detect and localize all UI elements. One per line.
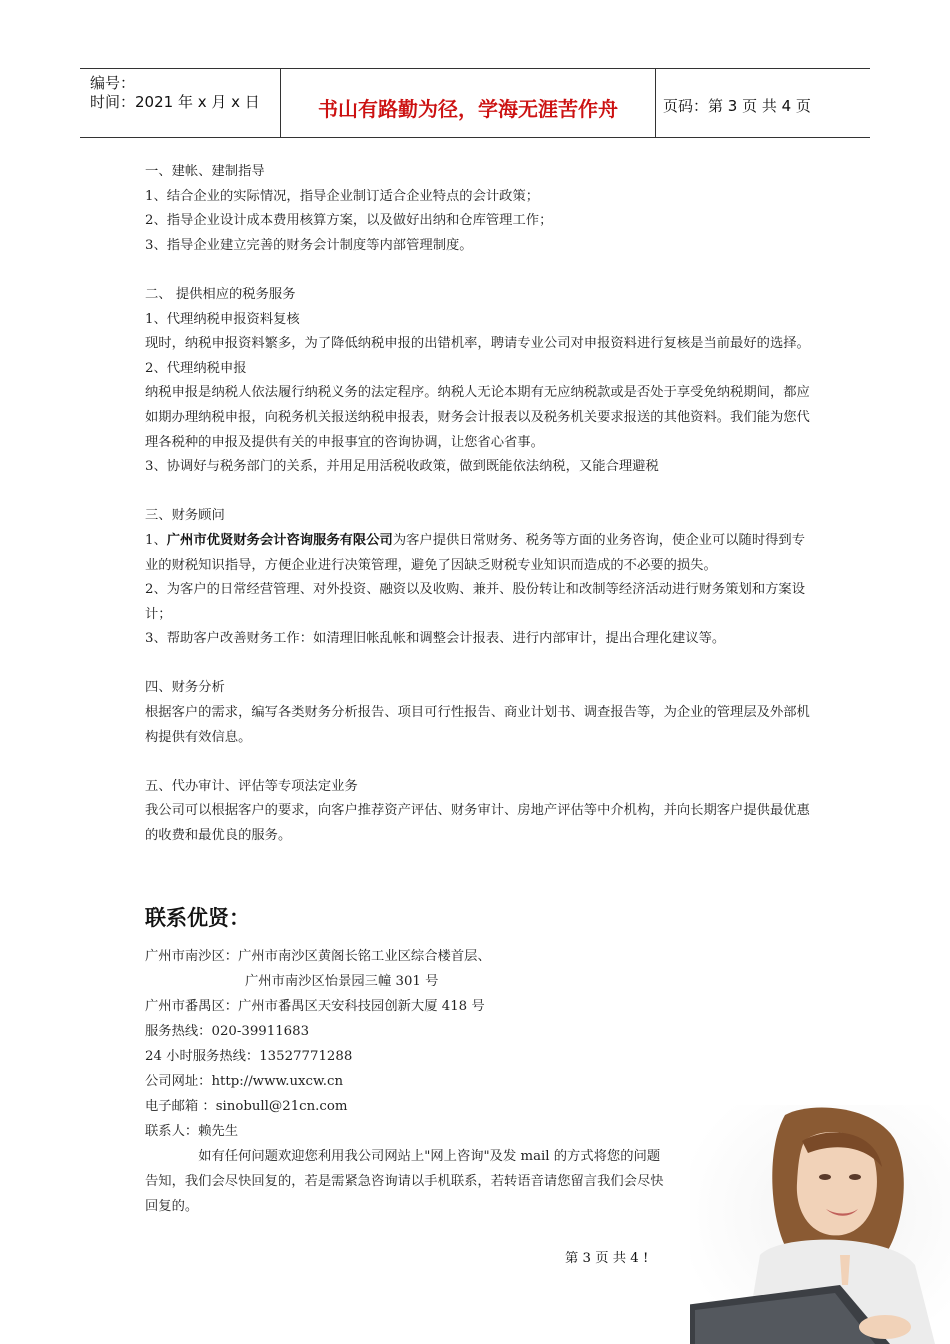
section-2-item-3: 3、协调好与税务部门的关系，并用足用活税收政策，做到既能依法纳税，又能合理避税 (145, 459, 659, 475)
hotline-24h: 24 小时服务热线：13527771288 (145, 1049, 353, 1064)
header-motto-cell (280, 69, 656, 137)
section-2-item-2-title: 2、代理纳税申报 (145, 360, 247, 376)
page-footer: 第 3 页 共 4 ! (565, 1251, 649, 1266)
document-date: 时间：2021 年 x 月 x 日 (90, 93, 260, 111)
contact-block (145, 944, 665, 1219)
header-page-info: 页码：第 3 页 共 4 页 (663, 97, 811, 115)
section-3-item-1-text: 为客户提供日常财务、税务等方面的业务咨询，使企业可以随时得到专业的财税知识指导，方便企业进行决策管理，避免了因缺乏财税专业知识而造成的不必要的损失。 (145, 532, 806, 573)
document-header (80, 68, 870, 138)
section-2-item-1-title: 1、代理纳税申报资料复核 (145, 311, 300, 327)
section-1-item-1: 1、结合企业的实际情况，指导企业制订适合企业特点的会计政策； (145, 188, 540, 204)
section-1-item-2: 2、指导企业设计成本费用核算方案，以及做好出纳和仓库管理工作； (145, 213, 553, 229)
woman-with-laptop-photo (690, 1105, 950, 1344)
nansha-address-2: 广州市南沙区怡景园三幢 301 号 (245, 974, 439, 989)
panyu-address: 广州市番禺区：广州市番禺区天安科技园创新大厦 418 号 (145, 999, 485, 1014)
section-5-title: 五、代办审计、评估等专项法定业务 (145, 778, 358, 794)
company-website: 公司网址：http://www.uxcw.cn (145, 1074, 344, 1089)
section-3-item-1-prefix: 1、 (145, 532, 167, 548)
section-4-text: 根据客户的需求，编写各类财务分析报告、项目可行性报告、商业计划书、调查报告等，为企业的管理层及外部机构提供有效信息。 (145, 705, 810, 745)
section-1-title: 一、建帐、建制指导 (145, 164, 265, 179)
section-2-item-1-text: 现时，纳税申报资料繁多，为了降低纳税申报的出错机率，聘请专业公司对申报资料进行复核是当前最好的选择。 (145, 336, 810, 352)
contact-email: 电子邮箱 ：sinobull@21cn.com (145, 1099, 348, 1114)
section-3-item-3: 3、帮助客户改善财务工作：如清理旧帐乱帐和调整会计报表、进行内部审计，提出合理化建议等。 (145, 631, 726, 647)
section-3-item-2: 2、为客户的日常经营管理、对外投资、融资以及收购、兼并、股份转让和改制等经济活动进行财务策划和方案设计； (145, 582, 806, 622)
section-1-item-3: 3、指导企业建立完善的财务会计制度等内部管理制度。 (145, 237, 473, 253)
section-5-text: 我公司可以根据客户的要求，向客户推荐资产评估、财务审计、房地产评估等中介机构，并向长期客户提供最优惠的收费和最优良的服务。 (145, 803, 810, 844)
section-4-title: 四、财务分析 (145, 680, 225, 696)
section-3-title: 三、财务顾问 (145, 508, 225, 524)
document-number-label: 编号： (90, 74, 136, 92)
company-name: 广州市优贤财务会计咨询服务有限公司 (166, 532, 393, 548)
section-2-title: 二、 提供相应的税务服务 (145, 286, 296, 302)
contact-person: 联系人：赖先生 (145, 1124, 239, 1139)
motto: 书山有路勤为径，学海无涯苦作舟 (318, 97, 618, 121)
section-3-item-1 (145, 529, 813, 578)
service-hotline: 服务热线：020-39911683 (145, 1024, 310, 1039)
services-content (145, 160, 813, 849)
contact-title: 联系优贤： (145, 906, 250, 930)
header-page-cell (655, 69, 870, 137)
section-2-item-2-text: 纳税申报是纳税人依法履行纳税义务的法定程序。纳税人无论本期有无应纳税款或是否处于享受免纳税期间，都应如期办理纳税申报，向税务机关报送纳税申报表，财务会计报表以及税务机关要求报送的其他资料。我们能为您代理各税种的申报及提供有关的申报事宜的咨询协调，让您省心省事。 (145, 385, 810, 450)
closing-note: 如有任何问题欢迎您利用我公司网站上"网上咨询"及发 mail 的方式将您的问题告知，我们会尽快回复的，若是需紧急咨询请以手机联系，若转语音请您留言我们会尽快回复的。 (145, 1149, 664, 1214)
nansha-address-1: 广州市南沙区：广州市南沙区黄阁长铭工业区综合楼首层、 (145, 949, 491, 964)
header-meta (80, 69, 280, 137)
